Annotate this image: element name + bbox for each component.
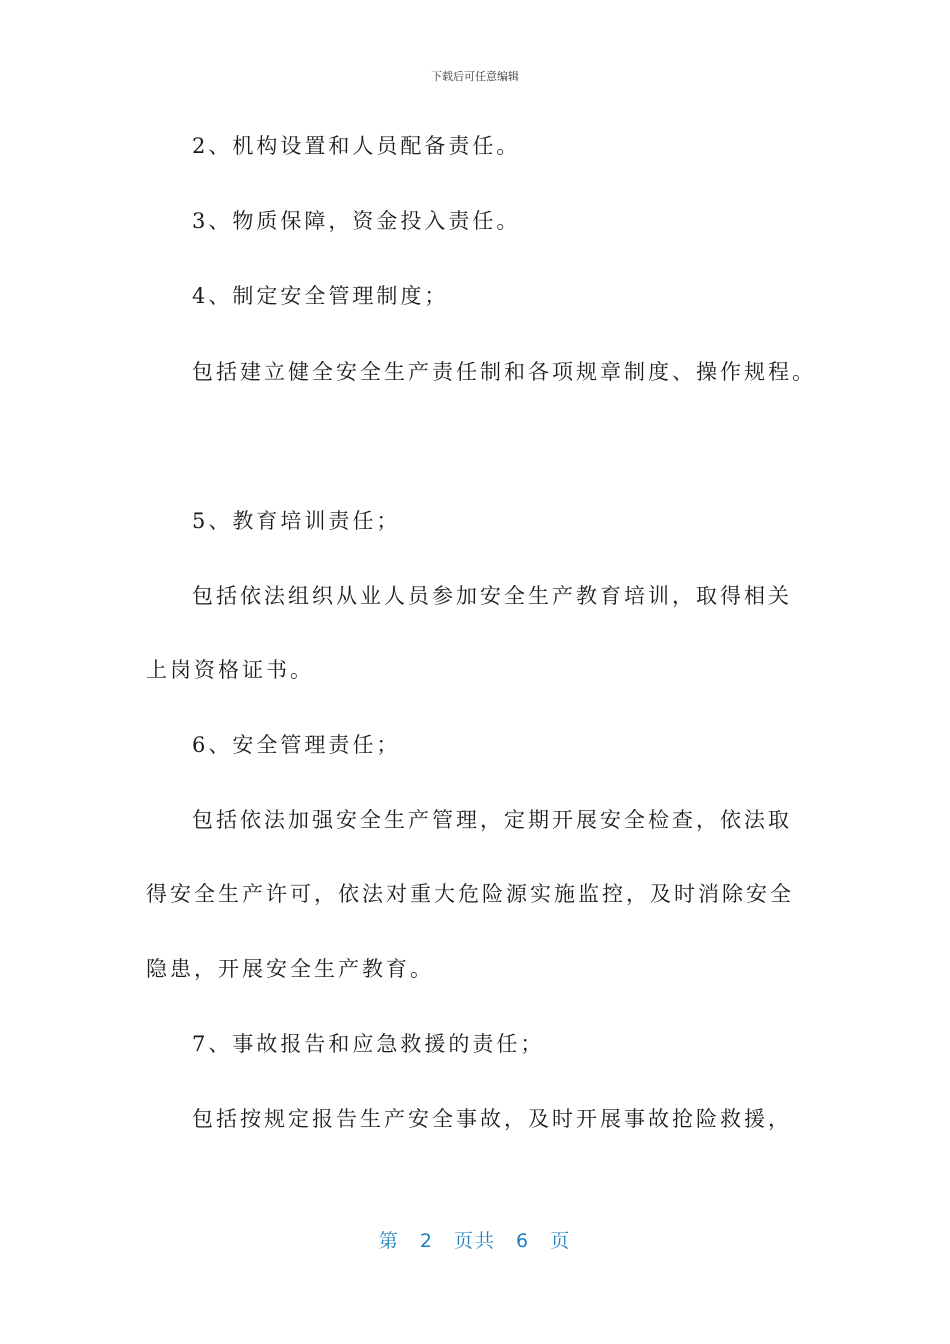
- current-page-number: 2: [419, 1230, 434, 1252]
- page-number-footer: [0, 1226, 950, 1253]
- paragraph-line: 得安全生产许可，依法对重大危险源实施监控，及时消除安全: [146, 882, 794, 906]
- paragraph-line: 包括依法组织从业人员参加安全生产教育培训，取得相关: [192, 584, 792, 608]
- paragraph-line: 7、事故报告和应急救援的责任；: [192, 1032, 545, 1056]
- header-note: 下载后可任意编辑: [431, 70, 519, 83]
- page-label-suffix: 页: [550, 1230, 572, 1252]
- paragraph-line: 包括按规定报告生产安全事故，及时开展事故抢险救援，: [192, 1107, 792, 1131]
- paragraph-line: 6、安全管理责任；: [192, 733, 401, 757]
- total-pages-number: 6: [516, 1230, 531, 1252]
- paragraph-line: 包括依法加强安全生产管理，定期开展安全检查，依法取: [192, 808, 792, 832]
- paragraph-line: 包括建立健全安全生产责任制和各项规章制度、操作规程。: [192, 360, 816, 384]
- paragraph-line: 3、物质保障，资金投入责任。: [192, 209, 521, 233]
- page-label-prefix: 第: [378, 1230, 400, 1252]
- page-label-mid: 页共: [453, 1230, 496, 1252]
- paragraph-line: 5、教育培训责任；: [192, 509, 401, 533]
- paragraph-line: 2、机构设置和人员配备责任。: [192, 134, 521, 158]
- paragraph-line: 隐患，开展安全生产教育。: [146, 957, 434, 981]
- paragraph-line: 4、制定安全管理制度；: [192, 284, 449, 308]
- paragraph-line: 上岗资格证书。: [146, 658, 314, 682]
